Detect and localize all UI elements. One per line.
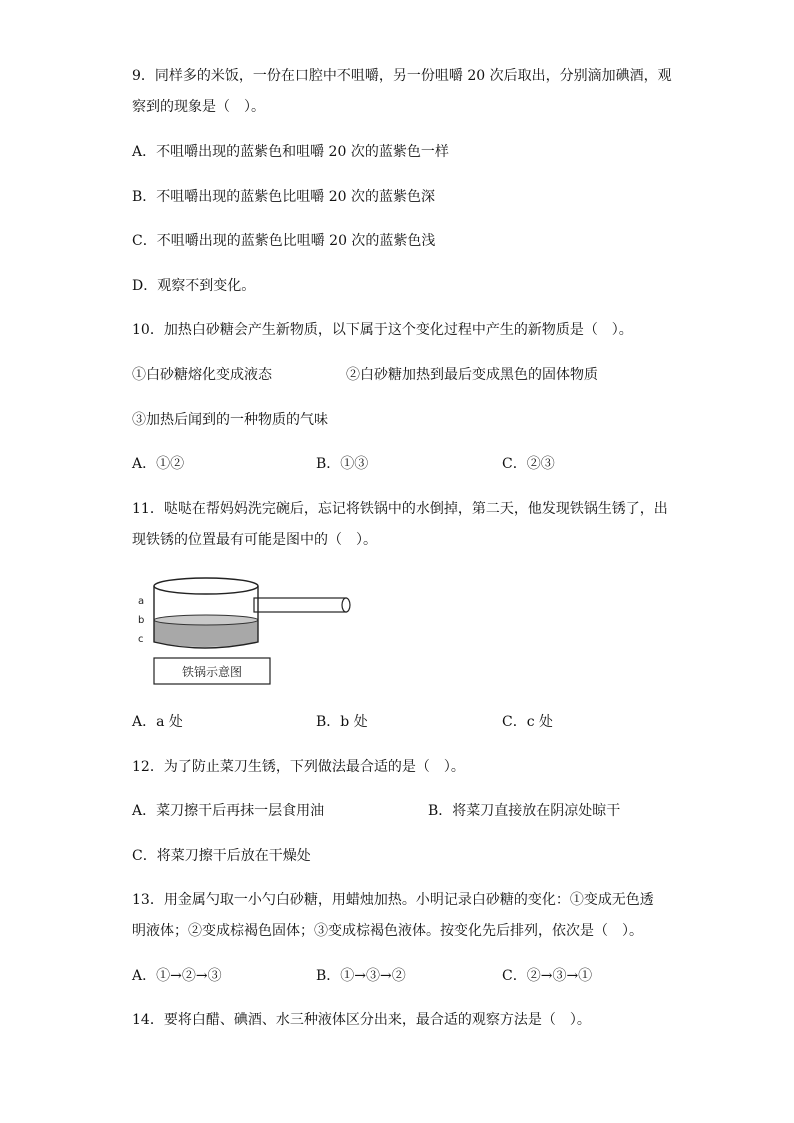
q9-option-d: D．观察不到变化。 — [132, 278, 256, 294]
q9-option-a: A．不咀嚼出现的蓝紫色和咀嚼 20 次的蓝紫色一样 — [132, 144, 449, 160]
q11-stem-line2: 现铁锈的位置最有可能是图中的（ ）。 — [132, 532, 377, 548]
q9-option-b: B．不咀嚼出现的蓝紫色比咀嚼 20 次的蓝紫色深 — [132, 189, 436, 205]
q10-item-2: ②白砂糖加热到最后变成黑色的固体物质 — [346, 367, 598, 383]
q9-stem-line2: 察到的现象是（ ）。 — [132, 99, 265, 115]
q14-stem: 14．要将白醋、碘酒、水三种液体区分出来，最合适的观察方法是（ ）。 — [132, 1012, 591, 1028]
q13-option-c: C．②→③→① — [502, 968, 593, 984]
q12-option-a: A．菜刀擦干后再抹一层食用油 — [132, 803, 325, 819]
pot-water-surface — [154, 615, 258, 625]
q13-stem-line1: 13．用金属勺取一小勺白砂糖，用蜡烛加热。小明记录白砂糖的变化：①变成无色透 — [132, 892, 654, 908]
q13-stem-line2: 明液体；②变成棕褐色固体；③变成棕褐色液体。按变化先后排列，依次是（ ）。 — [132, 923, 643, 939]
label-b: b — [138, 615, 145, 626]
pot-handle — [254, 598, 346, 612]
q13-option-b: B．①→③→② — [316, 968, 406, 984]
figure-caption: 铁锅示意图 — [181, 665, 243, 679]
q11-option-a: A．a 处 — [132, 714, 183, 730]
q9-stem-line1: 9．同样多的米饭，一份在口腔中不咀嚼，另一份咀嚼 20 次后取出，分别滴加碘酒，观 — [132, 68, 672, 84]
q10-option-a: A．①② — [132, 456, 185, 472]
iron-pot-diagram — [130, 572, 360, 694]
q12-stem: 12．为了防止菜刀生锈，下列做法最合适的是（ ）。 — [132, 759, 465, 775]
q10-stem: 10．加热白砂糖会产生新物质，以下属于这个变化过程中产生的新物质是（ ）。 — [132, 322, 633, 338]
label-a: a — [138, 596, 145, 607]
q13-option-a: A．①→②→③ — [132, 968, 222, 984]
q10-option-b: B．①③ — [316, 456, 369, 472]
q11-stem-line1: 11．哒哒在帮妈妈洗完碗后，忘记将铁锅中的水倒掉，第二天，他发现铁锅生锈了，出 — [132, 501, 668, 517]
q11-option-b: B．b 处 — [316, 714, 368, 730]
pot-rim — [154, 578, 258, 594]
q12-option-b: B．将菜刀直接放在阴凉处晾干 — [428, 803, 621, 819]
q9-option-c: C．不咀嚼出现的蓝紫色比咀嚼 20 次的蓝紫色浅 — [132, 233, 436, 249]
q10-option-c: C．②③ — [502, 456, 555, 472]
pot-handle-end — [342, 598, 350, 612]
q12-option-c: C．将菜刀擦干后放在干燥处 — [132, 848, 311, 864]
q11-option-c: C．c 处 — [502, 714, 554, 730]
q10-item-3: ③加热后闻到的一种物质的气味 — [132, 412, 328, 428]
label-c: c — [138, 634, 144, 645]
q10-item-1: ①白砂糖熔化变成液态 — [132, 367, 272, 383]
